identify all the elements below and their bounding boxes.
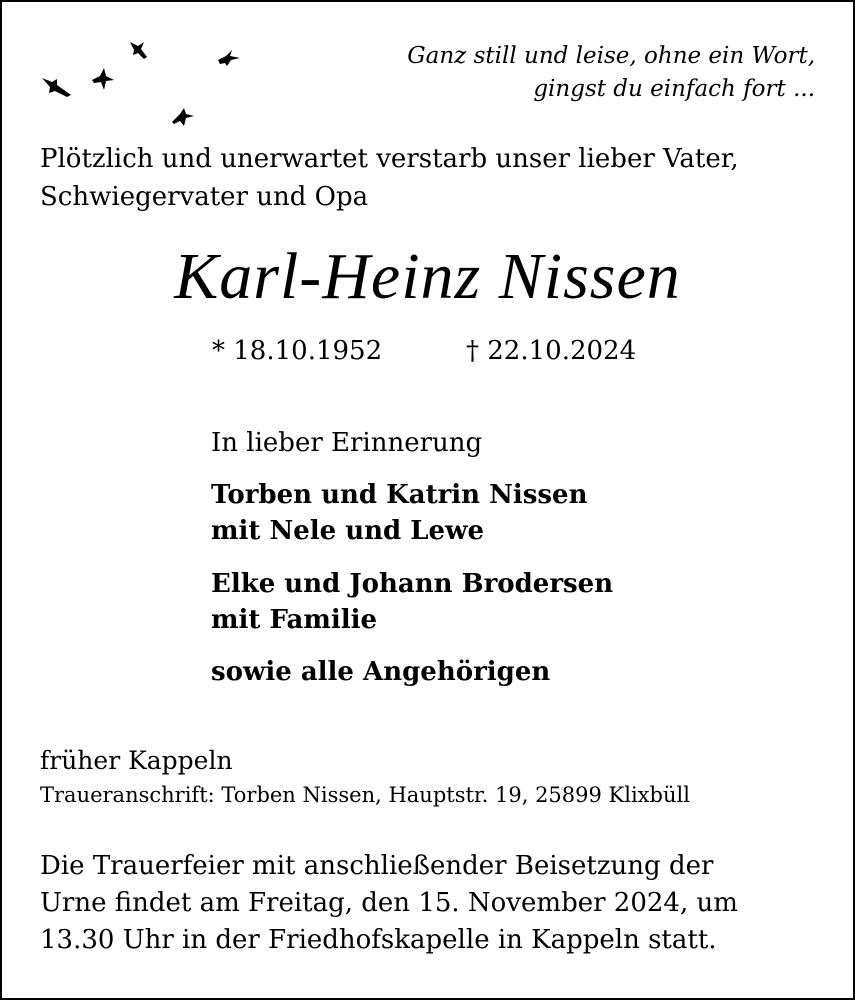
mourning-address: Traueranschrift: Torben Nissen, Hauptstr. 19, 25899 Klixbüll — [40, 783, 690, 807]
mourner-group — [211, 566, 613, 638]
intro-line: Plötzlich und unerwartet verstarb unser lieber Vater, — [40, 144, 739, 174]
mourner-line: Torben und Katrin Nissen — [211, 480, 588, 510]
birth-date: * 18.10.1952 — [212, 336, 383, 366]
quote-line: Ganz still und leise, ohne ein Wort, — [407, 43, 815, 69]
mourner-line: sowie alle Angehörigen — [211, 657, 551, 687]
flying-birds-icon — [30, 30, 270, 140]
mourner-line: Elke und Johann Brodersen — [211, 569, 614, 599]
mourner-group — [211, 654, 550, 690]
quote-line: gingst du einfach fort ... — [533, 76, 815, 102]
ceremony-notice — [40, 848, 738, 959]
memory-label: In lieber Erinnerung — [211, 428, 483, 458]
ceremony-line: Urne findet am Freitag, den 15. November 2024, um — [40, 888, 738, 918]
intro-text — [40, 140, 739, 216]
mourner-line: mit Nele und Lewe — [211, 516, 485, 546]
death-date: † 22.10.2024 — [466, 336, 637, 366]
ceremony-line: Die Trauerfeier mit anschließender Beisetzung der — [40, 851, 714, 881]
deceased-name: Karl-Heinz Nissen — [174, 240, 681, 313]
former-residence: früher Kappeln — [40, 746, 233, 775]
ceremony-line: 13.30 Uhr in der Friedhofskapelle in Kappeln statt. — [40, 925, 717, 955]
quote — [407, 40, 815, 106]
mourner-group — [211, 477, 587, 549]
mourner-line: mit Familie — [211, 605, 378, 635]
intro-line: Schwiegervater und Opa — [40, 182, 369, 212]
